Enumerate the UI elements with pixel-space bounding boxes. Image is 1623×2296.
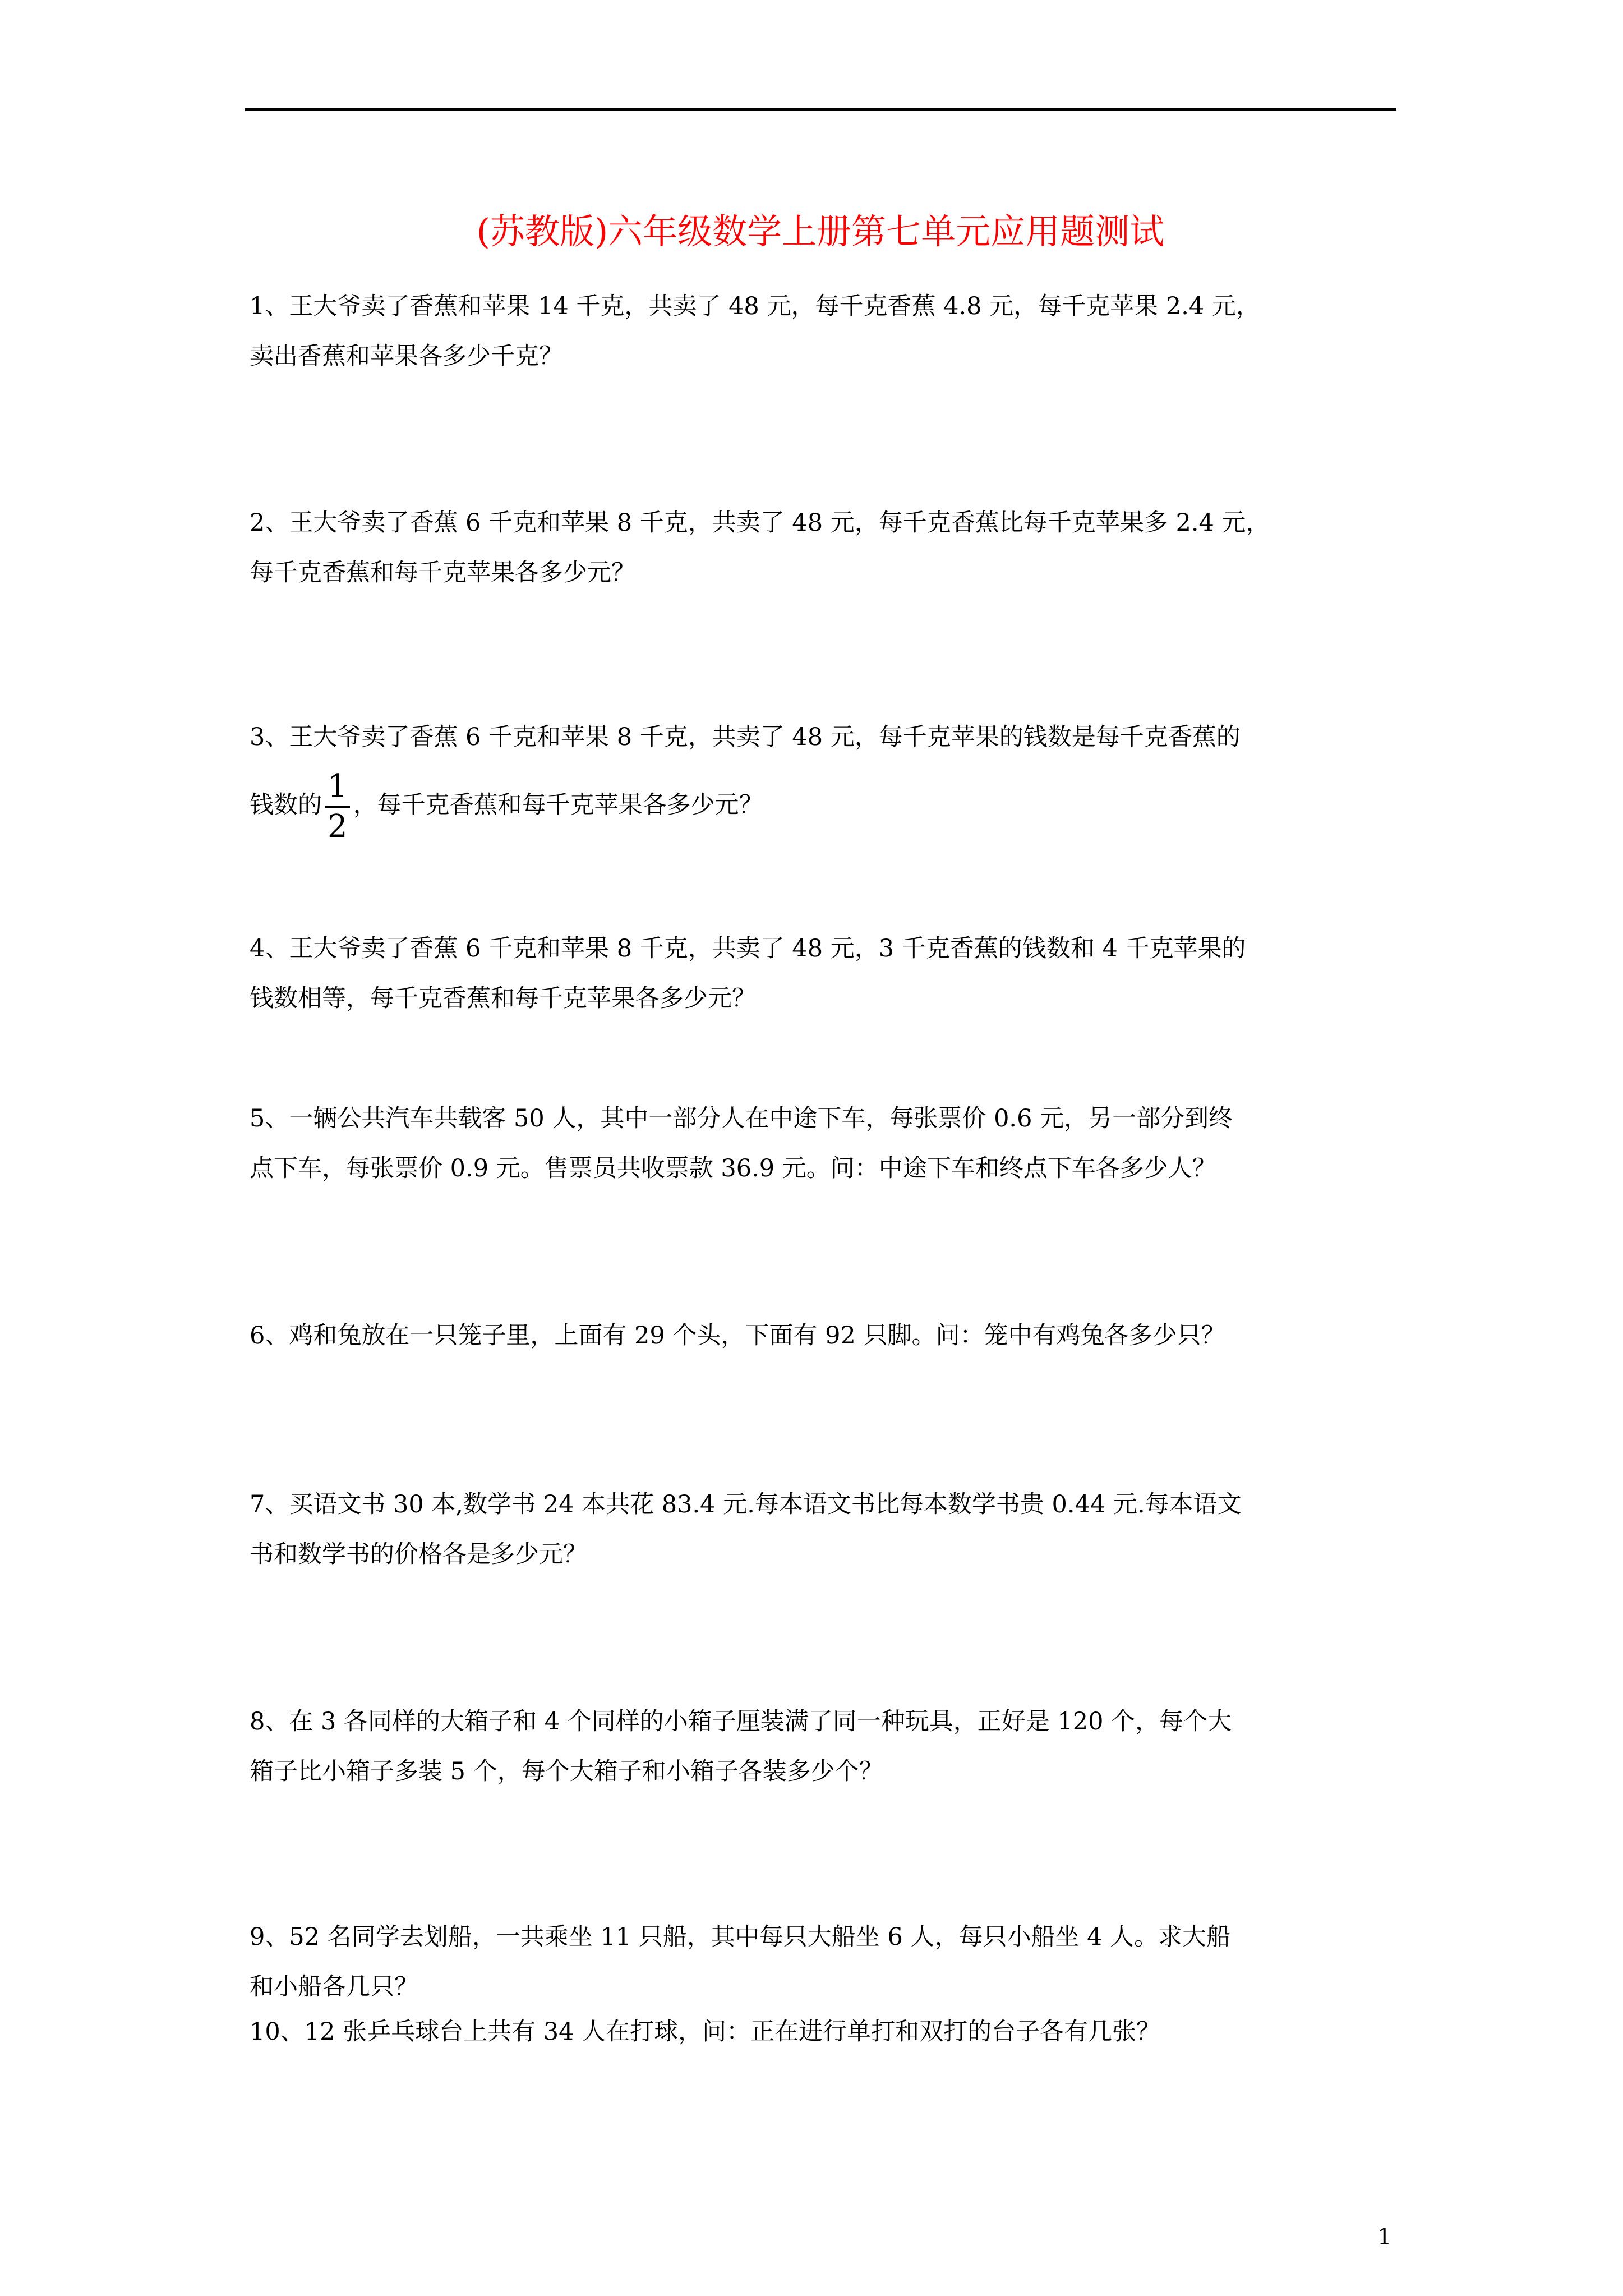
fraction-numerator: 1 (325, 771, 350, 808)
question-2-line-1: 2、王大爷卖了香蕉 6 千克和苹果 8 千克，共卖了 48 元，每千克香蕉比每千克苹果多 2.4 元， (250, 509, 1270, 537)
question-9-line-1: 9、52 名同学去划船，一共乘坐 11 只船，其中每只大船坐 6 人，每只小船坐 4 人。求大船 (250, 1923, 1231, 1951)
fraction-denominator: 2 (328, 808, 348, 845)
question-6-line-1: 6、鸡和兔放在一只笼子里，上面有 29 个头，下面有 92 只脚。问：笼中有鸡兔各多少只？ (250, 1322, 1225, 1350)
question-9 (250, 1912, 1399, 2012)
question-3-line-2-end: ，每千克香蕉和每千克苹果各多少元？ (353, 791, 763, 819)
question-8-line-2: 箱子比小箱子多装 5 个，每个大箱子和小箱子各装多少个？ (250, 1757, 883, 1786)
question-7-line-1: 7、买语文书 30 本,数学书 24 本共花 83.4 元.每本语文书比每本数学书贵 0.44 元.每本语文 (250, 1490, 1242, 1519)
question-7-line-2: 书和数学书的价格各是多少元？ (250, 1540, 587, 1568)
question-10 (250, 2007, 1399, 2057)
question-2 (250, 498, 1399, 598)
question-10-line-1: 10、12 张乒乓球台上共有 34 人在打球，问：正在进行单打和双打的台子各有几张？ (250, 2018, 1161, 2046)
question-3-line-2-start: 钱数的 (250, 791, 322, 819)
question-7 (250, 1480, 1399, 1580)
document-title: (苏教版)六年级数学上册第七单元应用题测试 (476, 211, 1165, 252)
question-5-line-2: 点下车，每张票价 0.9 元。售票员共收票款 36.9 元。问：中途下车和终点下车各多少人？ (250, 1154, 1216, 1182)
question-8 (250, 1697, 1399, 1797)
question-5-line-1: 5、一辆公共汽车共载客 50 人，其中一部分人在中途下车，每张票价 0.6 元，另一部分到终 (250, 1105, 1233, 1133)
question-2-line-2: 每千克香蕉和每千克苹果各多少元？ (250, 559, 635, 587)
question-9-line-2: 和小船各几只？ (250, 1973, 418, 2001)
question-1-line-2: 卖出香蕉和苹果各多少千克？ (250, 342, 563, 370)
question-1-line-1: 1、王大爷卖了香蕉和苹果 14 千克，共卖了 48 元，每千克香蕉 4.8 元，每千克苹果 2.4 元， (250, 292, 1260, 320)
question-3-line-1: 3、王大爷卖了香蕉 6 千克和苹果 8 千克，共卖了 48 元，每千克苹果的钱数是每千克香蕉的 (250, 723, 1241, 751)
question-4-line-1: 4、王大爷卖了香蕉 6 千克和苹果 8 千克，共卖了 48 元，3 千克香蕉的钱数和 4 千克苹果的 (250, 935, 1246, 963)
question-5 (250, 1094, 1399, 1194)
question-3-line-2 (250, 766, 1399, 844)
question-8-line-1: 8、在 3 各同样的大箱子和 4 个同样的小箱子厘装满了同一种玩具，正好是 120 个，每个大 (250, 1708, 1232, 1736)
question-1 (250, 282, 1399, 381)
header-rule (245, 108, 1396, 111)
page-number: 1 (1377, 2224, 1392, 2250)
question-3 (250, 712, 1399, 844)
fraction-one-half (325, 768, 350, 845)
question-4 (250, 924, 1399, 1024)
question-6 (250, 1311, 1399, 1361)
question-4-line-2: 钱数相等，每千克香蕉和每千克苹果各多少元？ (250, 984, 756, 1013)
